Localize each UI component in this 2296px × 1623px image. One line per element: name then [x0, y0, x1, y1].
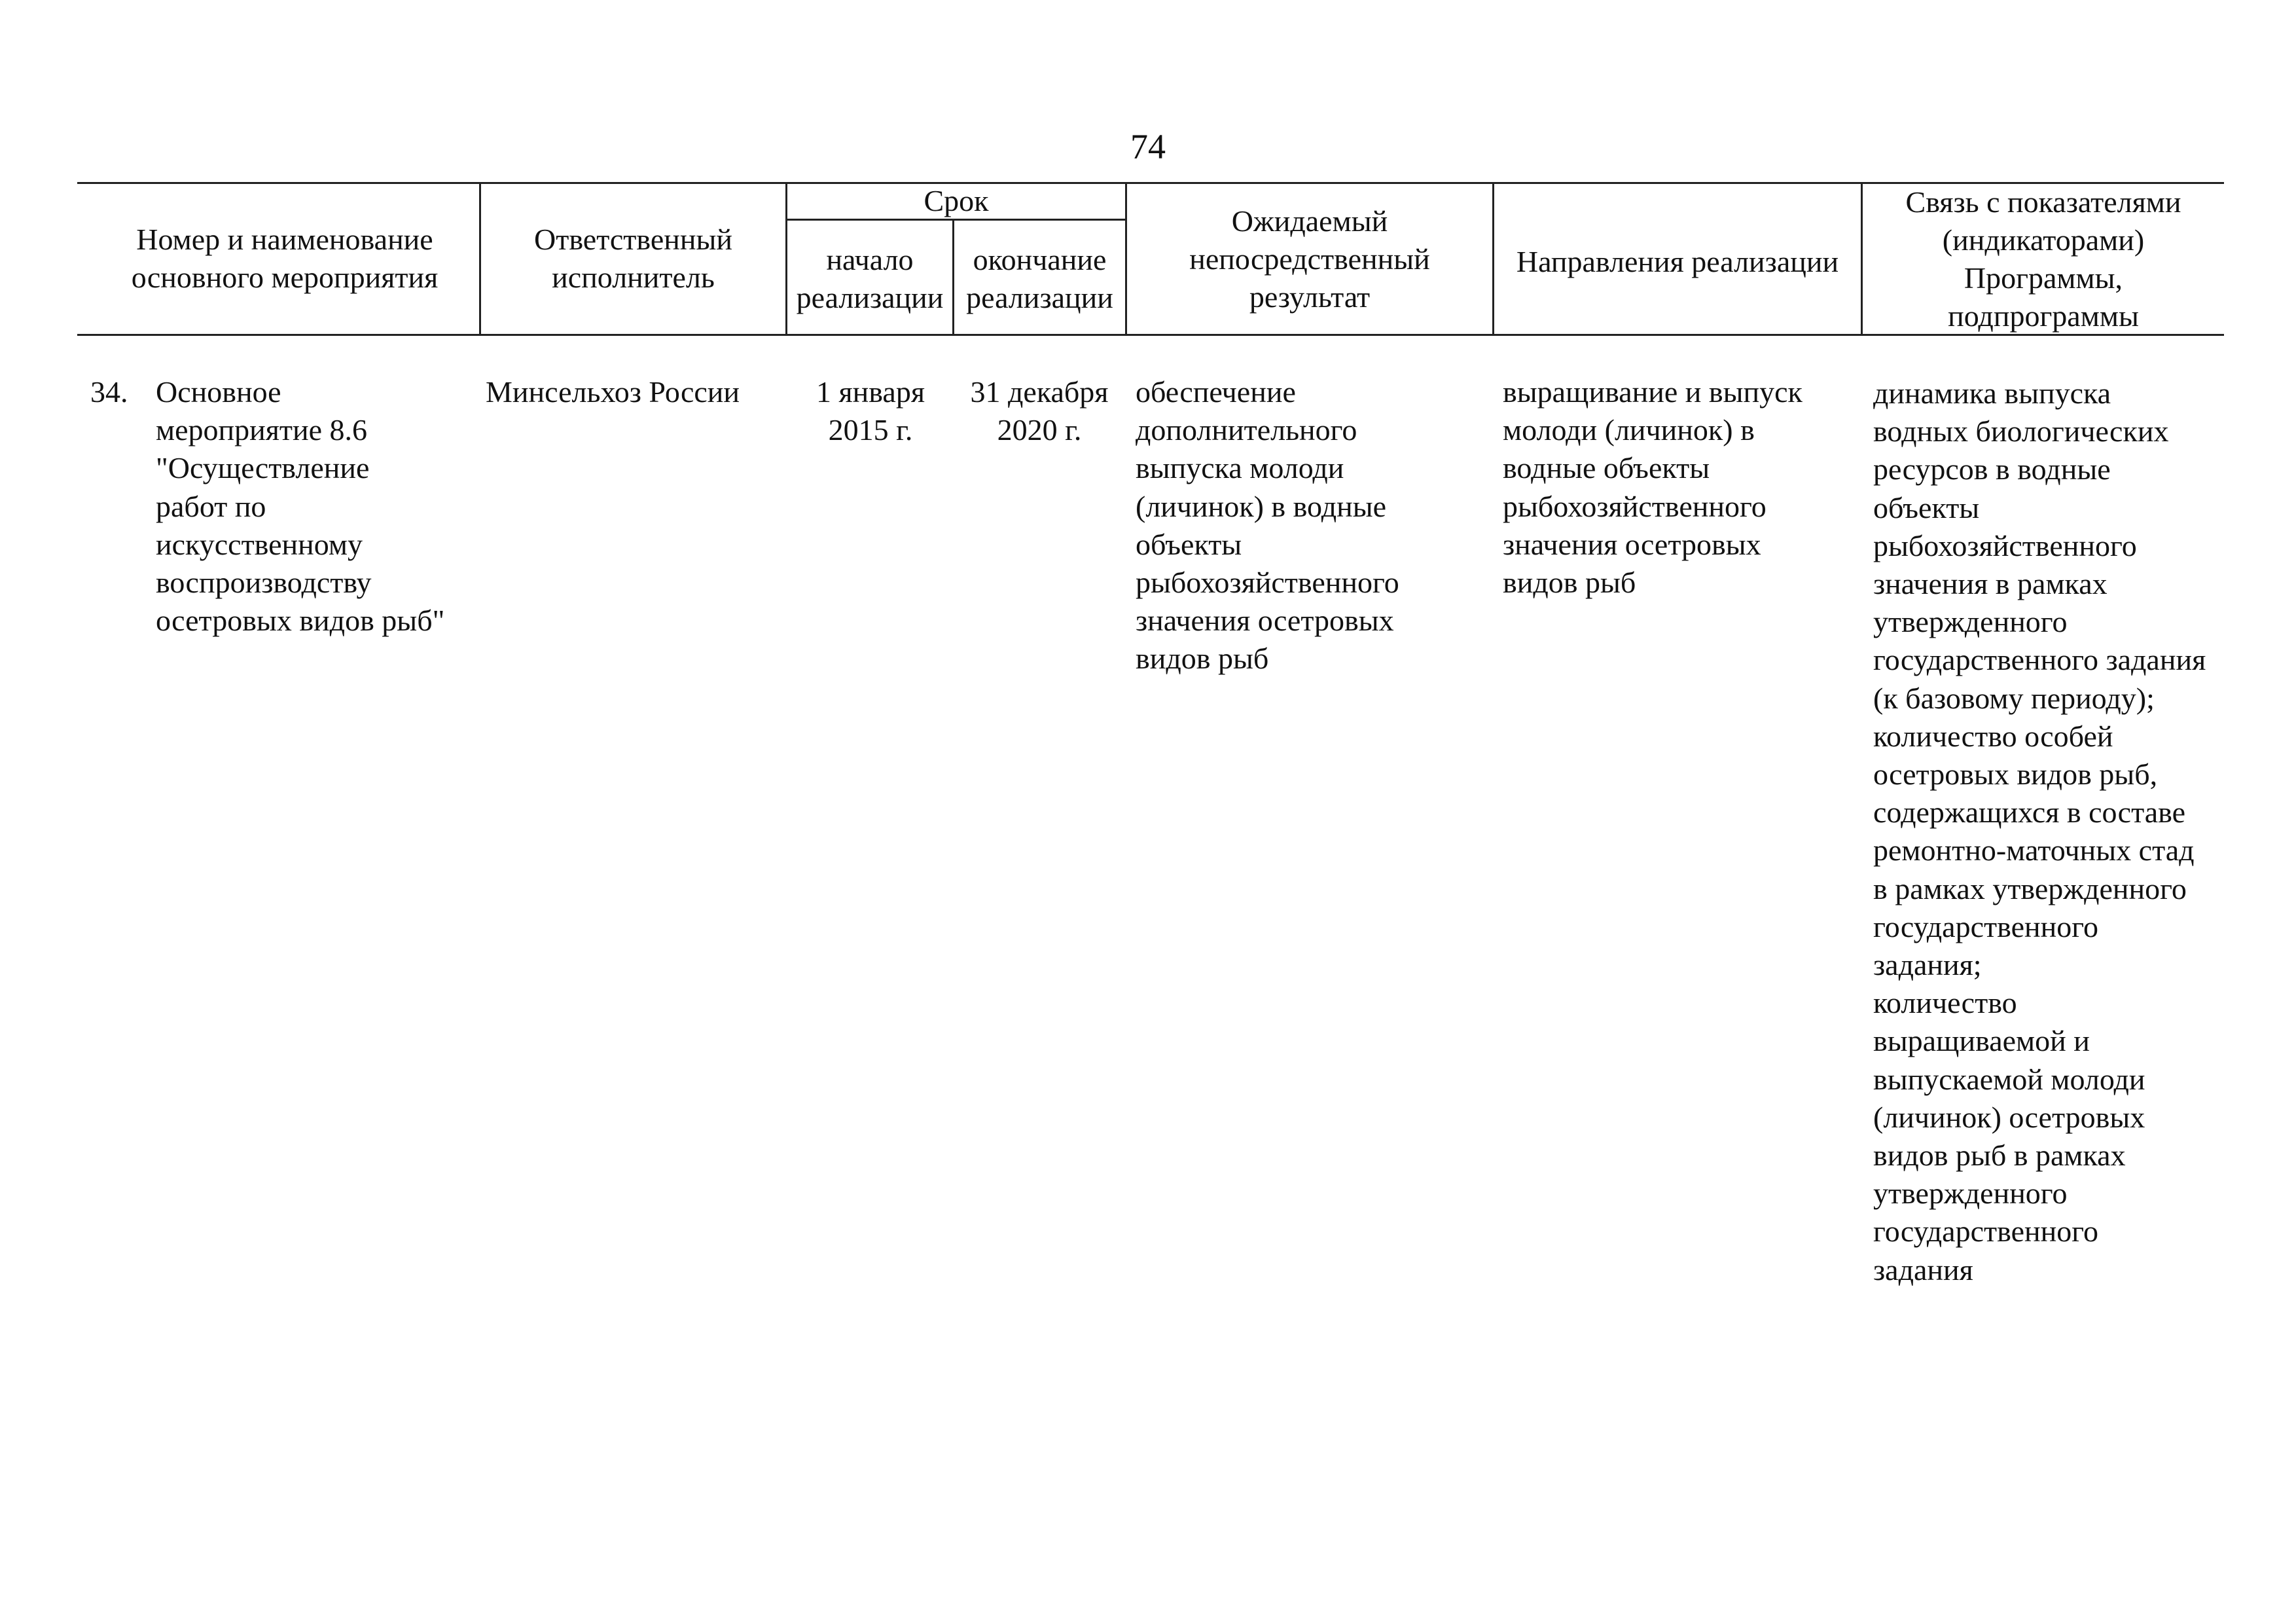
row-result: обеспечение дополнительного выпуска молоди (личинок) в водные объекты рыбохозяйственного значения осетровых видов рыб: [1136, 375, 1399, 676]
header-responsible: Ответственный исполнитель: [534, 223, 732, 294]
header-indicators: Связь с показателями (индикаторами) Программы, подпрограммы: [1905, 185, 2181, 333]
table-top-border: [77, 182, 2224, 184]
header-term: Срок: [924, 184, 989, 217]
row-number: 34.: [90, 375, 128, 409]
page-number: 74: [1130, 127, 1166, 166]
header-directions: Направления реализации: [1516, 245, 1839, 278]
header-bottom-border: [77, 334, 2224, 336]
header-result: Ожидаемый непосредственный результат: [1189, 204, 1430, 314]
header-start: начало реализации: [796, 243, 944, 314]
header-end: окончание реализации: [966, 243, 1113, 314]
row-directions: выращивание и выпуск молоди (личинок) в водные объекты рыбохозяйственного значения осетровых видов рыб: [1503, 375, 1803, 600]
row-indicators: динамика выпуска водных биологических ресурсов в водные объекты рыбохозяйственного значения в рамках утвержденного государственного задания (к базовому периоду); количество особей осетровых видов рыб, содержащихся в составе ремонтно-маточных стад в рамках утвержденного государственного задания; количество выращиваемой и выпускаемой молоди (личинок) осетровых видов рыб в рамках утвержденного государственного задания: [1873, 376, 2206, 1286]
row-start: 1 января 2015 г.: [816, 375, 925, 447]
row-responsible: Минсельхоз России: [486, 375, 740, 409]
row-name: Основное мероприятие 8.6 "Осуществление работ по искусственному воспроизводству осетровых видов рыб": [156, 375, 445, 638]
header-number-name: Номер и наименование основного мероприятия: [131, 223, 439, 294]
row-end: 31 декабря 2020 г.: [970, 375, 1109, 447]
